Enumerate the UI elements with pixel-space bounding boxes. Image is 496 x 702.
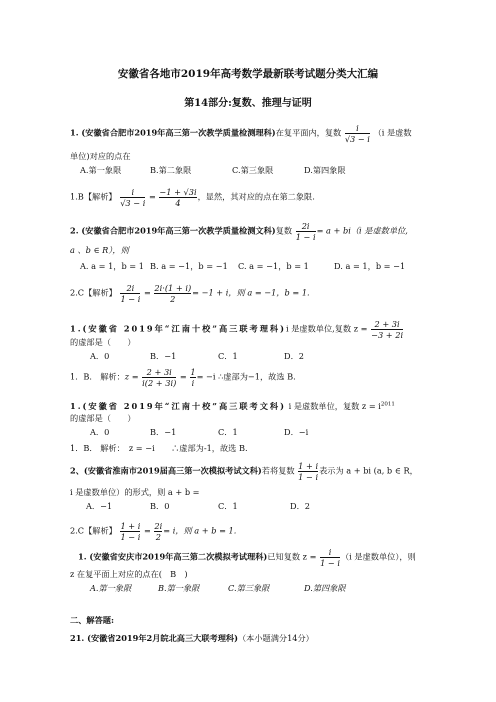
q2-option-a: A. a = 1，b = 1 — [80, 261, 144, 271]
q6-source: 1. (安徽省安庆市2019年高三第二次模拟考试理科) — [78, 551, 268, 562]
q6-stem-line2: z 在复平面上对应的点在( B ) — [70, 569, 188, 579]
q1-stem-line2: 单位)对应的点在 — [70, 151, 131, 161]
q3-stem-line2: 的虚部是（ ） — [70, 337, 136, 347]
q6-option-d: D.第四象限 — [304, 583, 346, 593]
q5-option-d: D．2 — [290, 501, 310, 511]
q21-stem: 21. (安徽省2019年2月皖北高三大联考理科)（本小题满分14分） — [70, 633, 314, 643]
q1-source: 1. (安徽省合肥市2019年高三第一次教学质量检测理科) — [70, 127, 276, 138]
q4-source: 1.(安徽省 2019年“江南十校”高三联考文科) — [70, 401, 286, 411]
q3-option-b: B．−1 — [150, 351, 177, 361]
q2-option-d: D. a = 1，b = −1 — [334, 261, 406, 271]
q3-stem: 1.(安徽省 2019年“江南十校”高三联考理科)i 是虚数单位,复数 z = $\frac{2 + 3i}{-3 + 2i}$ — [70, 319, 404, 340]
q4-answer: 1．B． 解析： z = −i ∴虚部为-1，故选 B. — [70, 443, 248, 453]
q5-answer: 2.C【解析】 $\frac{1 + i}{1 - i}$ = $\frac{2i}{2}$ = i，则 a + b = 1. — [70, 521, 237, 542]
q3-option-d: D．2 — [284, 351, 304, 361]
q5-option-c: C．1 — [218, 501, 238, 511]
section-heading: 二、解答题: — [70, 615, 114, 625]
q3-option-c: C．1 — [218, 351, 238, 361]
q5-option-a: A．−1 — [86, 501, 113, 511]
q21-source: 21. (安徽省2019年2月皖北高三大联考理科) — [70, 633, 238, 643]
q2-stem-line2: a 、b ∈ R），则 — [70, 245, 129, 255]
q4-stem-line2: 的虚部是（ ） — [70, 413, 136, 423]
q6-option-a: A.第一象限 — [90, 583, 132, 593]
page-subtitle: 第14部分:复数、推理与证明 — [184, 98, 312, 109]
q2-option-b: B. a = −1，b = −1 — [150, 261, 228, 271]
q1-option-c: C.第三象限 — [232, 165, 274, 175]
q1-option-a: A.第一象限 — [80, 165, 122, 175]
q5-stem-line2: i 是虚数单位）的形式，则 a + b = — [70, 487, 200, 497]
q5-option-b: B．0 — [150, 501, 170, 511]
q4-option-c: C．1 — [218, 427, 238, 437]
q6-option-c: C.第三象限 — [228, 583, 270, 593]
q2-option-c: C. a = −1，b = 1 — [238, 261, 309, 271]
q4-stem: 1.(安徽省 2019年“江南十校”高三联考文科) i 是虚数单位，复数 $z = i^{2011}$ — [70, 401, 395, 411]
q2-answer: 2.C【解析】 $\frac{2i}{1 - i}$ = $\frac{2i\cdot(1 + i)}{2}$ = −1 + i，则 a = −1，b = 1. — [70, 283, 310, 304]
q3-source: 1.(安徽省 2019年“江南十校”高三联考理科) — [70, 323, 286, 334]
q1-option-b: B.第二象限 — [150, 165, 192, 175]
page-title: 安徽省各地市2019年高考数学最新联考试题分类大汇编 — [117, 68, 379, 80]
q6-stem: 1. (安徽省安庆市2019年高三第二次模拟考试理科)已知复数 z = $\frac{i}{1 - i}$ （i 是虚数单位），则 — [78, 547, 416, 568]
q3-option-a: A．0 — [90, 351, 110, 361]
q5-stem: 2、(安徽省淮南市2019届高三第一次模拟考试文科)若将复数 $\frac{1 + i}{1 - i}$ 表示为 a + bi (a, b ∈ R， — [70, 461, 418, 482]
q3-answer: 1．B． 解析：z = $\frac{2 + 3i}{i(2 + 3i)}$ = $\frac{1}{i}$ = −i ∴虚部为−1，故选 B. — [70, 367, 296, 388]
q1-option-d: D.第四象限 — [304, 165, 346, 175]
q4-option-a: A．0 — [90, 427, 110, 437]
q1-stem: 1. (安徽省合肥市2019年高三第一次教学质量检测理科)在复平面内，复数 $\frac{i}{√3 - i}$ （i 是虚数 — [70, 123, 412, 144]
q5-source: 2、(安徽省淮南市2019届高三第一次模拟考试文科) — [70, 465, 262, 476]
q6-option-b: B.第一象限 — [158, 583, 200, 593]
q1-answer: 1.B【解析】 $\frac{i}{√3 - i}$ = $\frac{-1 + √3i}{4}$ ，显然，其对应的点在第二象限. — [70, 187, 315, 208]
q1-fraction: $\frac{i}{√3 - i}$ — [344, 123, 370, 144]
q4-option-d: D．−i — [284, 427, 309, 437]
q2-source: 2. (安徽省合肥市2019年高三第一次教学质量检测文科) — [70, 225, 276, 236]
q4-option-b: B．−1 — [150, 427, 177, 437]
q2-stem: 2. (安徽省合肥市2019年高三第一次教学质量检测文科)复数 $\frac{2i}{1 - i}$ = a + bi（i 是虚数单位, — [70, 221, 408, 242]
